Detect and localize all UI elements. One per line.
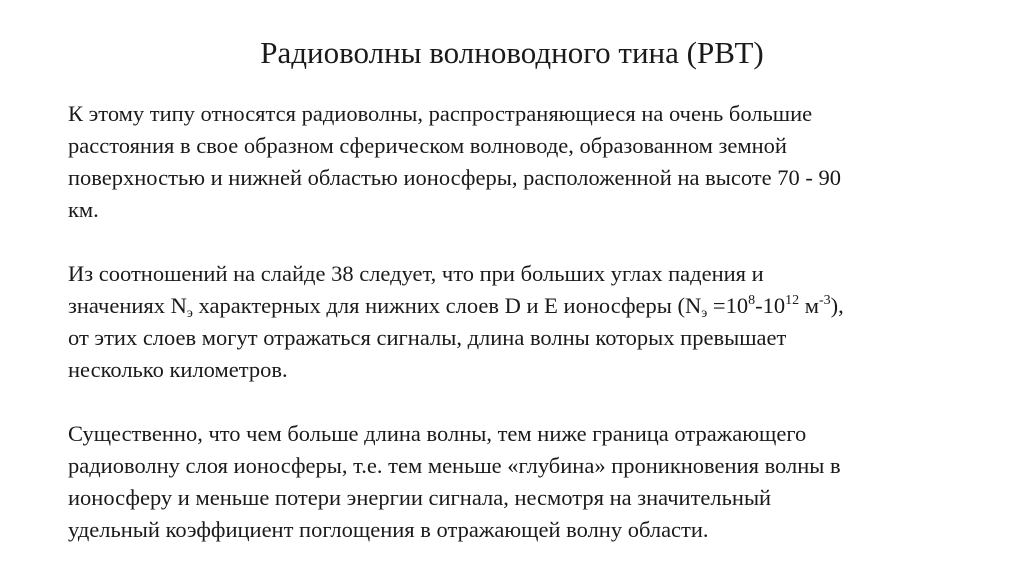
p2-subscript-1: э xyxy=(186,306,193,321)
p2-text-b: характерных для нижних слоев D и E ионосферы (N xyxy=(192,293,702,318)
paragraph-1-line-1: К этому типу относятся радиоволны, распространяющиеся на очень большие xyxy=(68,101,813,126)
paragraph-1-line-4: км. xyxy=(68,197,99,222)
paragraph-3 xyxy=(68,418,968,546)
paragraph-2-line-1: Из соотношений на слайде 38 следует, что при больших углах падения и xyxy=(68,261,764,286)
paragraph-3-line-1: Существенно, что чем больше длина волны, тем ниже граница отражающего xyxy=(68,421,807,446)
paragraph-1 xyxy=(68,98,968,226)
p2-superscript-3: -3 xyxy=(818,293,831,308)
paragraph-2-line-3: от этих слоев могут отражаться сигналы, длина волны которых превышает xyxy=(68,325,787,350)
paragraph-3-line-3: ионосферу и меньше потери энергии сигнала, несмотря на значительный xyxy=(68,485,772,510)
p2-subscript-2: э xyxy=(701,306,708,321)
paragraph-1-line-2: расстояния в свое образном сферическом волноводе, образованном земной xyxy=(68,133,787,158)
p2-superscript-2: 12 xyxy=(785,293,800,308)
paragraph-3-line-2: радиоволну слоя ионосферы, т.е. тем меньше «глубина» проникновения волны в xyxy=(68,453,841,478)
paragraph-2-line-2 xyxy=(68,290,968,322)
p2-text-e: м xyxy=(799,293,819,318)
p2-text-a: значениях N xyxy=(68,293,187,318)
paragraph-2-line-4: несколько километров. xyxy=(68,357,288,382)
p2-text-f: ), xyxy=(830,293,844,318)
slide-title: Радиоволны волноводного тина (РВТ) xyxy=(260,35,764,70)
p2-superscript-1: 8 xyxy=(748,293,756,308)
paragraph-1-line-3: поверхностью и нижней областью ионосферы, расположенной на высоте 70 - 90 xyxy=(68,165,841,190)
slide-body xyxy=(68,98,968,578)
p2-text-d: -10 xyxy=(755,293,786,318)
paragraph-3-line-4: удельный коэффициент поглощения в отражающей волну области. xyxy=(68,517,709,542)
paragraph-2 xyxy=(68,258,968,386)
p2-text-c: =10 xyxy=(707,293,749,318)
